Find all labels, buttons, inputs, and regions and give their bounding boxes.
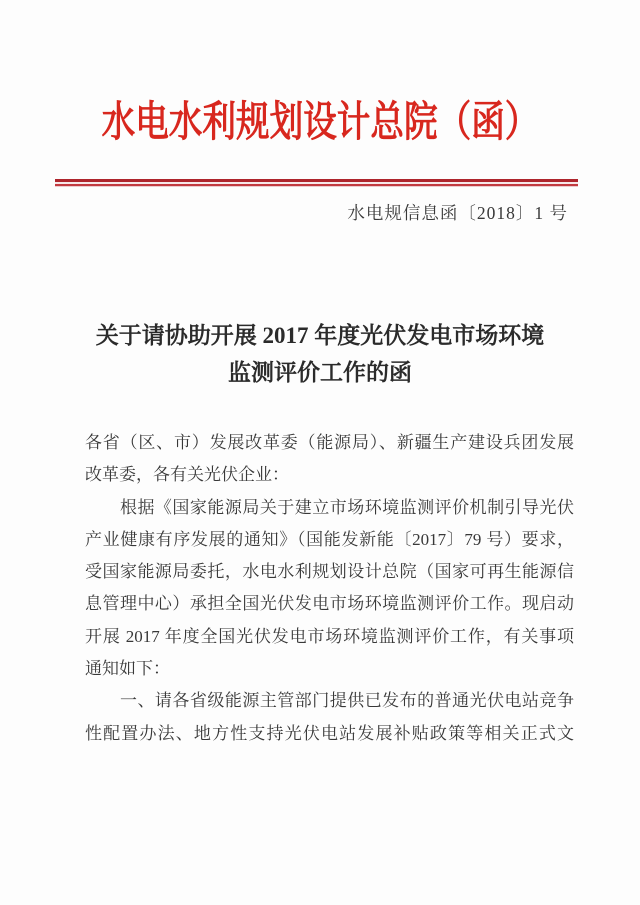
document-title xyxy=(50,317,590,391)
letterhead-title xyxy=(0,96,640,148)
letterhead-title-text: 水电水利规划设计总院（函） xyxy=(101,98,539,145)
body-line: 通知如下： xyxy=(85,659,170,679)
body-line: 根据《国家能源局关于建立市场环境监测评价机制引导光伏 xyxy=(85,497,574,517)
letterhead-divider xyxy=(55,179,578,188)
body-line: 开展 2017 年度全国光伏发电市场环境监测评价工作，有关事项 xyxy=(85,626,574,646)
document-title-line: 监测评价工作的函 xyxy=(228,360,412,385)
body-line: 改革委，各有关光伏企业： xyxy=(85,465,289,485)
body-line: 各省（区、市）发展改革委（能源局）、新疆生产建设兵团发展 xyxy=(85,433,574,452)
body-line: 一、请各省级能源主管部门提供已发布的普通光伏电站竞争 xyxy=(85,691,574,711)
document-number: 水电规信息函〔2018〕1 号 xyxy=(347,203,568,223)
body-line: 性配置办法、地方性支持光伏电站发展补贴政策等相关正式文 xyxy=(85,723,574,743)
document-body xyxy=(85,427,574,750)
body-line: 息管理中心）承担全国光伏发电市场环境监测评价工作。现启动 xyxy=(85,594,574,614)
body-line: 产业健康有序发展的通知》（国能发新能〔2017〕79 号）要求， xyxy=(85,529,574,549)
document-title-line: 关于请协助开展 2017 年度光伏发电市场环境 xyxy=(95,323,545,348)
body-line: 受国家能源局委托，水电水利规划设计总院（国家可再生能源信 xyxy=(85,562,574,582)
